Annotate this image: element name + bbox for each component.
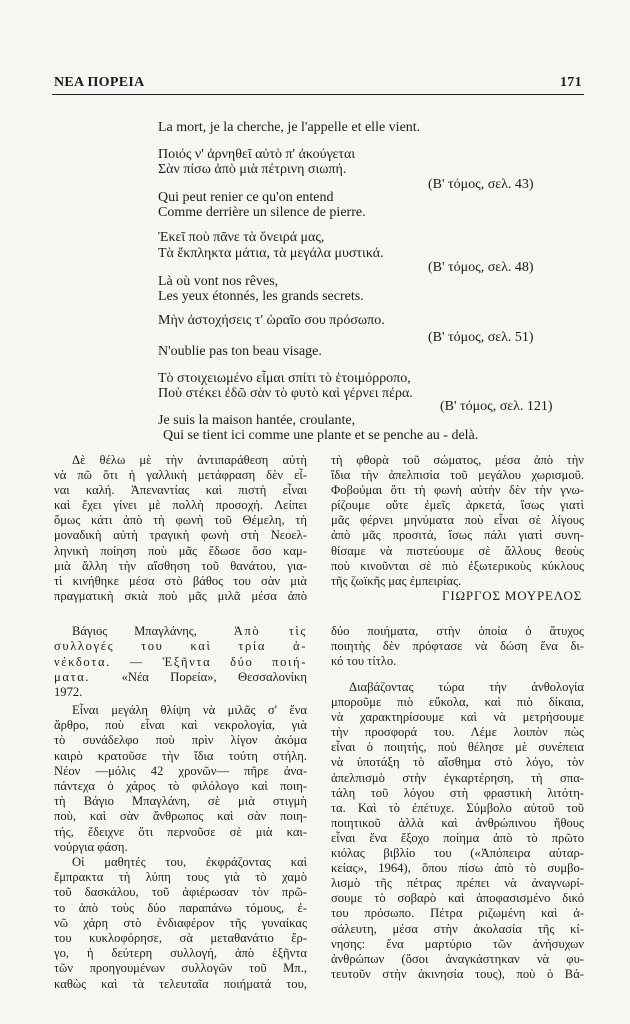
quote-greek-line: Ποὺ στέκει ἐδῶ σὰν τὸ φυτὸ καὶ γέρνει πέρα. bbox=[158, 386, 413, 401]
text-line: ποιητικοῦ ἀλλὰ καὶ ἀνθρώπινου ἤθους bbox=[331, 815, 584, 830]
text-line: τής, ἔδειχνε ὅτι περνοῦσε σὲ μιὰ και- bbox=[54, 824, 307, 839]
text-line: ληνικὴ ποίηση ποὺ μᾶς ἔδωσε ὅσο καμ- bbox=[54, 543, 307, 558]
text-line: ἄρθρο, ποὺ εἶναι καὶ νεκρολογία, γιὰ bbox=[54, 718, 307, 733]
review-title: νέκδοτα. — Ἑξῆντα δύο ποιή- bbox=[54, 654, 307, 669]
text-line: κείας», 1964), ὅπου πίσω ἀπὸ τὸ συμβο- bbox=[331, 861, 584, 876]
text-line: Φοβούμαι ὅτι τὴ φωνὴ αὐτὴν δὲν τὴν γνω- bbox=[331, 483, 584, 498]
text-line: Εἶναι μεγάλη θλίψη νὰ μιλᾶς σ' ἕνα bbox=[72, 703, 307, 717]
text-line: εἶναι ὁ ποιητής, ποὺ θέλησε μὲ συνέπεια bbox=[331, 740, 584, 755]
text-line: μοναδικὴ αὐτὴ τραγικὴ φωνὴ στὴ Νεοελ- bbox=[54, 528, 307, 543]
text-line: ποὺ κινοῦνται σὲ πιὸ ἐξωτερικοὺς κύκλους bbox=[331, 558, 584, 573]
text-line: τὸ συνάδελφο ποὺ πρὶν λίγον ἀκόμα bbox=[54, 733, 307, 748]
text-line: νῶ χάρη στὸ ἐνδιαφέρον τῆς γυναίκας bbox=[54, 915, 307, 930]
text-line: τοῦ δασκάλου, τοῦ ἀφιέρωσαν τὸν πρῶ- bbox=[54, 885, 307, 900]
text-line: ρίζουμε οὔτε ἐμεῖς ἀρκετά, ἴσως γιατὶ bbox=[331, 498, 584, 513]
review-publisher: «Νέα Πορεία», Θεσσαλονίκη bbox=[121, 669, 307, 684]
text-line: τῆς ζωϊκῆς μας ἐμπειρίας. bbox=[331, 573, 462, 588]
text-line: τευτοῦν στὴν ἀκινησία τους), ποὺ ὁ Βά- bbox=[331, 966, 584, 981]
text-line: τὴ Βάγιο Μπαγλάνη, σὲ μιὰ στιγμὴ bbox=[54, 794, 307, 809]
text-line: το ἀπὸ τοὺς δύο παραπάνω τόμους, ἐ- bbox=[54, 900, 307, 915]
text-line: κιόλας βιβλίο του («Ἀπόπειρα αὐταρ- bbox=[331, 846, 584, 861]
quote-french-line: N'oublie pas ton beau visage. bbox=[158, 344, 322, 359]
quote-greek-line: Μὴν ἀστοχήσεις τ' ὡραῖο σου πρόσωπο. bbox=[158, 313, 385, 328]
text-line: τῶν προηγουμένων συλλογῶν τοῦ Μπ., bbox=[54, 961, 307, 976]
text-line: του πρόσωπο. Πέτρα ριζωμένη καὶ ἀ- bbox=[331, 906, 584, 921]
text-line: θίσαμε νὰ πιστεύουμε σὲ ἄλλους θεοὺς bbox=[331, 543, 584, 558]
text-line: ποὺ, καὶ σὰν ἄνθρωπος καὶ σὰν ποιη- bbox=[54, 809, 307, 824]
text-line: μιὰ ἄλλη τὴν αἴσθηση τοῦ θανάτου, για- bbox=[54, 558, 307, 573]
header-rule bbox=[52, 94, 584, 95]
text-line: πάντεχα ὁ χάρος τὸ φιλόλογο καὶ ποιη- bbox=[54, 779, 307, 794]
text-line: τα. Καὶ τὸ ἐπέτυχε. Σύμβολο αὐτοῦ τοῦ bbox=[331, 800, 584, 815]
text-line: Δὲ θέλω μὲ τὴν ἀντιπαράθεση αὐτὴ bbox=[72, 453, 307, 467]
quote-greek-line: Ποιός ν' ἀρνηθεῖ αὐτὸ π' ἀκούγεται bbox=[158, 147, 356, 162]
text-line: ἴδια τὴν ἀπελπισία τοῦ μεγάλου χωρισμοῦ. bbox=[331, 468, 584, 483]
text-line: λισμὸ τῆς πέτρας πρέπει νὰ ἀναγνωρί- bbox=[331, 876, 584, 891]
text-line: τὶ κινήθηκε μέσα στὸ βάθος του σὰν μιὰ bbox=[54, 573, 307, 588]
text-line: νὰ χαρακτηρίσουμε καὶ νὰ μετρήσουμε bbox=[331, 710, 584, 725]
journal-title: ΝΕΑ ΠΟΡΕΙΑ bbox=[54, 75, 145, 90]
text-line: καθὼς καὶ τὰ τελευταῖα ποιήματά του, bbox=[54, 976, 307, 991]
right-column-essay bbox=[331, 453, 584, 589]
review-title: ματα. bbox=[54, 669, 91, 684]
text-line: νὰ ὑποτάξη τὸ αἴσθημα στὸ λόγο, τὸν bbox=[331, 755, 584, 770]
left-column-review-body bbox=[54, 703, 307, 992]
text-line: τὴ φθορὰ τοῦ σώματος, μέσα ἀπὸ τὴν bbox=[331, 453, 584, 467]
quote-reference: (Β' τόμος, σελ. 48) bbox=[428, 260, 534, 275]
quote-greek-line: Τὸ στοιχειωμένο εἶμαι σπίτι τὸ ἑτοιμόρροπο, bbox=[158, 371, 411, 386]
text-line: Νέον —μόλις 42 χρονῶν— πῆρε ἀνα- bbox=[54, 763, 307, 778]
text-line: καὶ ἔχει γίνει μὲ πολλὴ προσοχή. Λείπει bbox=[54, 498, 307, 513]
text-line: νησης: ἕνα μαρτύριο τῶν ἀνήσυχων bbox=[331, 936, 584, 951]
text-line: τὴν προσφορά του. Λέμε λοιπὸν πὼς bbox=[331, 725, 584, 740]
author-signature: ΓΙΩΡΓΟΣ ΜΟΥΡΕΛΟΣ bbox=[442, 588, 582, 603]
left-column-essay bbox=[54, 453, 307, 604]
text-line: πραγματικὴ σκιὰ ποὺ μᾶς μιλᾶ μέσα ἀπὸ bbox=[54, 588, 307, 603]
quote-french-line: Je suis la maison hantée, croulante, bbox=[158, 413, 356, 428]
quote-french-line: Qui se tient ici comme une plante et se penche au - delà. bbox=[163, 428, 479, 443]
text-line: καιρὸ κρατοῦσε τὴν ἴδια τούτη στήλη. bbox=[54, 748, 307, 763]
text-line: Οἱ μαθητές του, ἐκφράζοντας καὶ bbox=[72, 855, 307, 870]
text-line: του κυκλοφόρησε, σὰ μεταθανάτιο ἔρ- bbox=[54, 931, 307, 946]
review-title: Ἀπὸ τὶς bbox=[233, 624, 307, 638]
quote-greek-line: Τὰ ἔκπληκτα μάτια, τὰ μεγάλα μυστικά. bbox=[158, 246, 384, 261]
quote-greek-line: Ἐκεῖ ποὺ πᾶνε τὰ ὄνειρά μας, bbox=[158, 230, 325, 245]
text-line: ναι καλή. Ἀπεναντίας καὶ πιστὴ εἶναι bbox=[54, 483, 307, 498]
text-line: ὅμως κάτι ἀπὸ τὴ φωνὴ τοῦ Θέμελη, τὴ bbox=[54, 513, 307, 528]
text-line: ἀπὸ μᾶς προσιτά, ἴσως πάλι γιατὶ συνη- bbox=[331, 528, 584, 543]
text-line: σάλευτη, μέσα στὴν ἀκολασία τῆς κί- bbox=[331, 921, 584, 936]
text-line: γο, ἡ δεύτερη συλλογή, ἀπὸ ἑξῆντα bbox=[54, 946, 307, 961]
text-line: ἀπελπισμὸ στὴν ἐγκαρτέρηση, τὴ σπα- bbox=[331, 770, 584, 785]
text-line: κό του τίτλο. bbox=[331, 654, 397, 669]
text-line: σουμε τὸ σοβαρὸ καὶ ἀποφασισμένο δικό bbox=[331, 891, 584, 906]
text-line: μᾶς φέρνει μηνύματα ποὺ εἶναι σὲ λίγους bbox=[331, 513, 584, 528]
text-line: ποιητὴς δὲν πρόφτασε νὰ δώση ἕνα δι- bbox=[331, 639, 584, 654]
quote-french-line: Là où vont nos rêves, bbox=[158, 274, 279, 289]
text-line: νούργια φάση. bbox=[54, 839, 128, 854]
quote-french-1: La mort, je la cherche, je l'appelle et elle vient. bbox=[158, 120, 421, 135]
quote-french-line: Comme derrière un silence de pierre. bbox=[158, 205, 366, 220]
quote-reference: (Β' τόμος, σελ. 51) bbox=[428, 330, 534, 345]
review-year: 1972. bbox=[54, 685, 83, 700]
review-author: Βάγιος Μπαγλάνης, bbox=[72, 624, 197, 638]
text-line: ἀνθρώπων (ὅσοι ἀναγκάστηκαν νὰ φυ- bbox=[331, 951, 584, 966]
right-column-review-body bbox=[331, 680, 584, 982]
quote-reference: (Β' τόμος, σελ. 43) bbox=[428, 177, 534, 192]
quote-french-line: Qui peut renier ce qu'on entend bbox=[158, 190, 334, 205]
right-column-review bbox=[331, 624, 584, 669]
quote-french-line: Les yeux étonnés, les grands secrets. bbox=[158, 289, 364, 304]
text-line: δύο ποιήματα, στὴν ὁποία ὁ ἄτυχος bbox=[331, 624, 584, 638]
text-line: νὰ πῶ ὅτι ἡ γαλλικὴ μετάφραση δὲν εἶ- bbox=[54, 468, 307, 483]
quote-greek-line: Σὰν πίσω ἀπὸ μιὰ πέτρινη σιωπή. bbox=[158, 162, 347, 177]
review-title: συλλογές του καὶ τρία ἀ- bbox=[54, 639, 307, 654]
page-number: 171 bbox=[560, 75, 582, 90]
text-line: εἶναι ἕνα ἔξοχο ποίημα ἀπὸ τὸ πρῶτο bbox=[331, 830, 584, 845]
text-line: τάλη τοῦ λόγου στὴ φραστικὴ λιτότη- bbox=[331, 785, 584, 800]
text-line: Διαβάζοντας τώρα τὴν ἀνθολογία bbox=[349, 680, 584, 694]
text-line: ἔμπρακτα τὴ λύπη τους γιὰ τὸ χαμὸ bbox=[54, 870, 307, 885]
text-line: μποροῦμε πιὸ εὔκολα, καὶ πιὸ δίκαια, bbox=[331, 695, 584, 710]
quote-reference: (Β' τόμος, σελ. 121) bbox=[440, 399, 553, 414]
review-heading bbox=[54, 624, 307, 700]
